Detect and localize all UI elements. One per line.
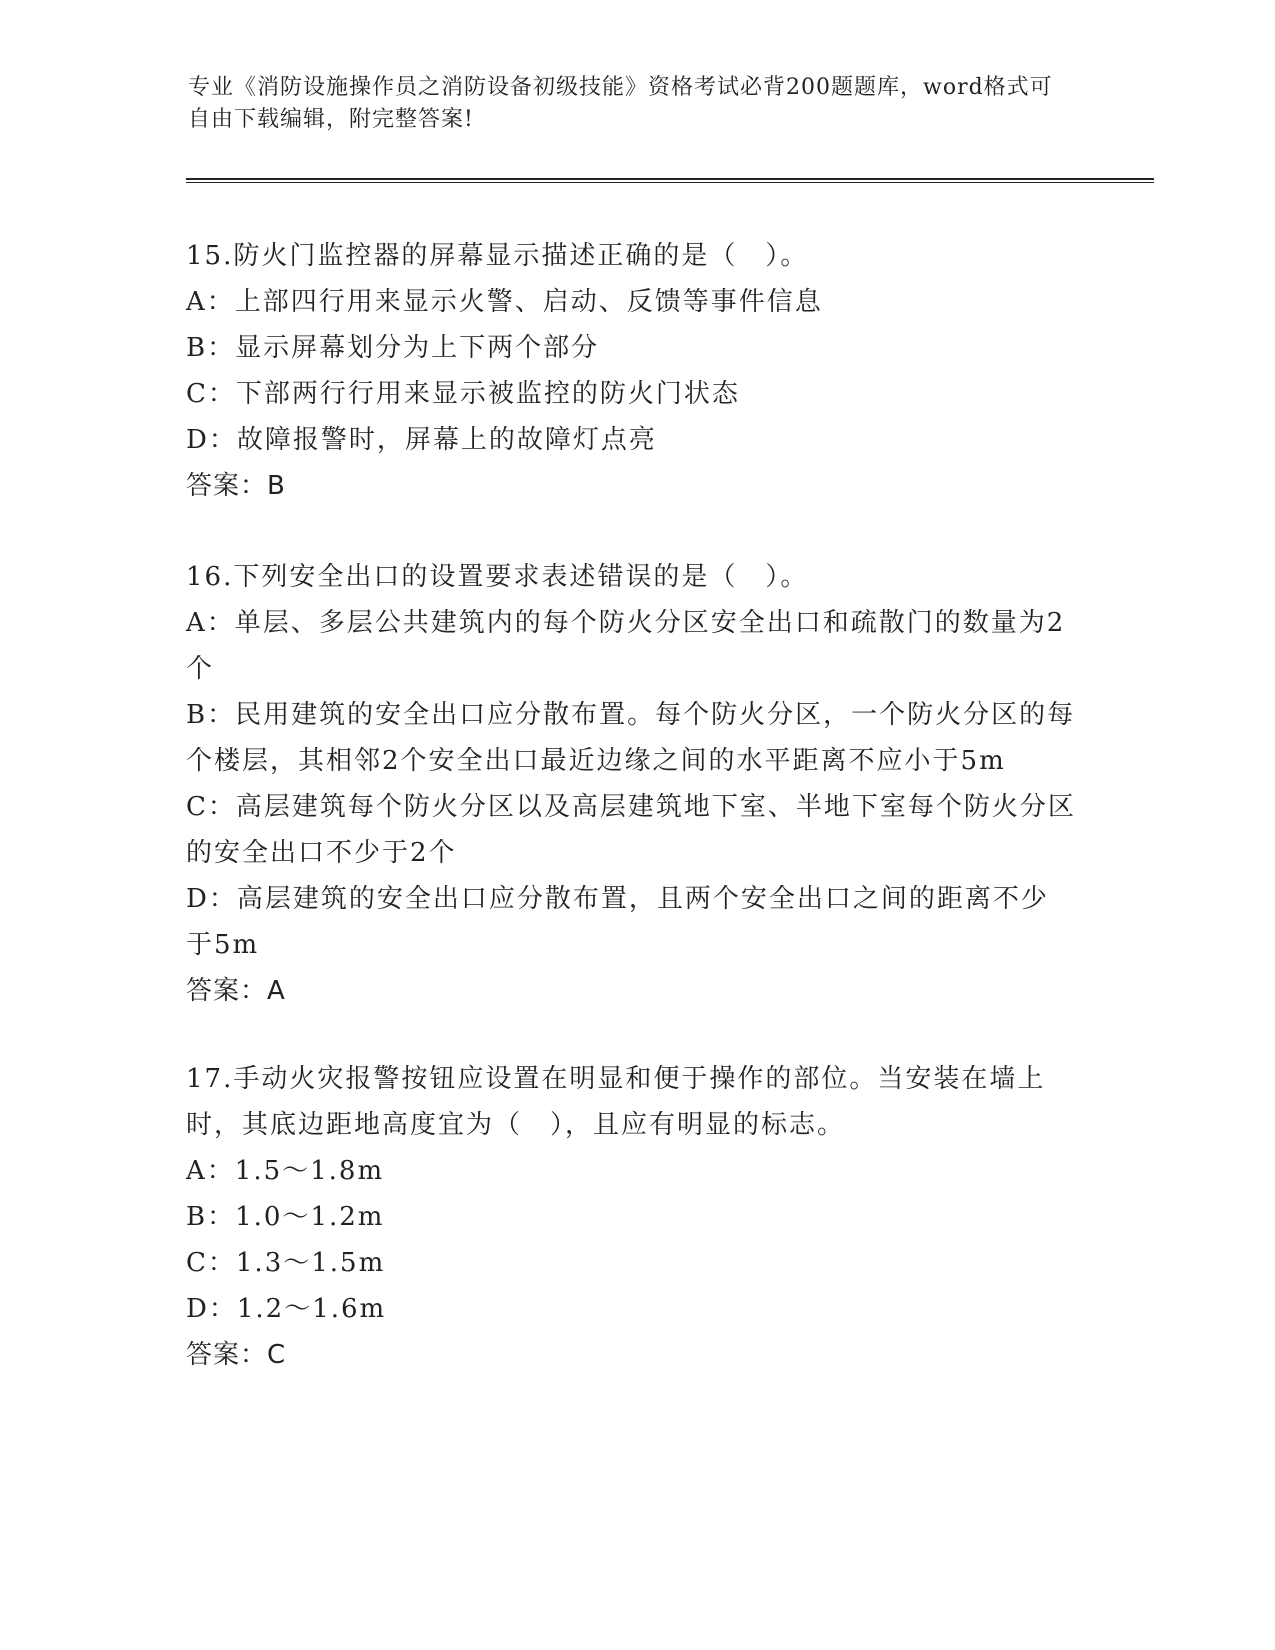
question-16: [186, 554, 1076, 1014]
option-b: B：民用建筑的安全出口应分散布置。每个防火分区，一个防火分区的每个楼层，其相邻2个安全出口最近边缘之间的水平距离不应小于5m: [186, 700, 1076, 776]
option-c: C：高层建筑每个防火分区以及高层建筑地下室、半地下室每个防火分区的安全出口不少于2个: [186, 792, 1076, 868]
option-c: C：1.3～1.5m: [186, 1248, 386, 1278]
question-stem: 15.防火门监控器的屏幕显示描述正确的是（ ）。: [186, 241, 809, 271]
option-d: D：故障报警时，屏幕上的故障灯点亮: [186, 425, 657, 455]
option-a: A：1.5～1.8m: [186, 1156, 385, 1186]
option-b: B：1.0～1.2m: [186, 1202, 385, 1232]
option-a: A：单层、多层公共建筑内的每个防火分区安全出口和疏散门的数量为2个: [186, 608, 1066, 684]
option-a: A：上部四行用来显示火警、启动、反馈等事件信息: [186, 287, 823, 317]
option-b: B：显示屏幕划分为上下两个部分: [186, 333, 600, 363]
option-d: D：1.2～1.6m: [186, 1294, 387, 1324]
option-c: C：下部两行行用来显示被监控的防火门状态: [186, 379, 740, 409]
question-17: [186, 1056, 1076, 1378]
header-divider: [186, 178, 1154, 183]
header-text: 专业《消防设施操作员之消防设备初级技能》资格考试必背200题题库，word格式可自由下载编辑，附完整答案!: [188, 75, 1053, 132]
question-stem: 16.下列安全出口的设置要求表述错误的是（ ）。: [186, 562, 809, 592]
answer-text: 答案：A: [186, 976, 286, 1006]
answer-text: 答案：C: [186, 1340, 287, 1370]
question-15: [186, 233, 1076, 509]
document-header: [188, 72, 1068, 136]
option-d: D：高层建筑的安全出口应分散布置，且两个安全出口之间的距离不少于5m: [186, 884, 1049, 960]
question-stem: 17.手动火灾报警按钮应设置在明显和便于操作的部位。当安装在墙上时，其底边距地高度宜为（ ），且应有明显的标志。: [186, 1064, 1046, 1140]
answer-text: 答案：B: [186, 471, 286, 501]
